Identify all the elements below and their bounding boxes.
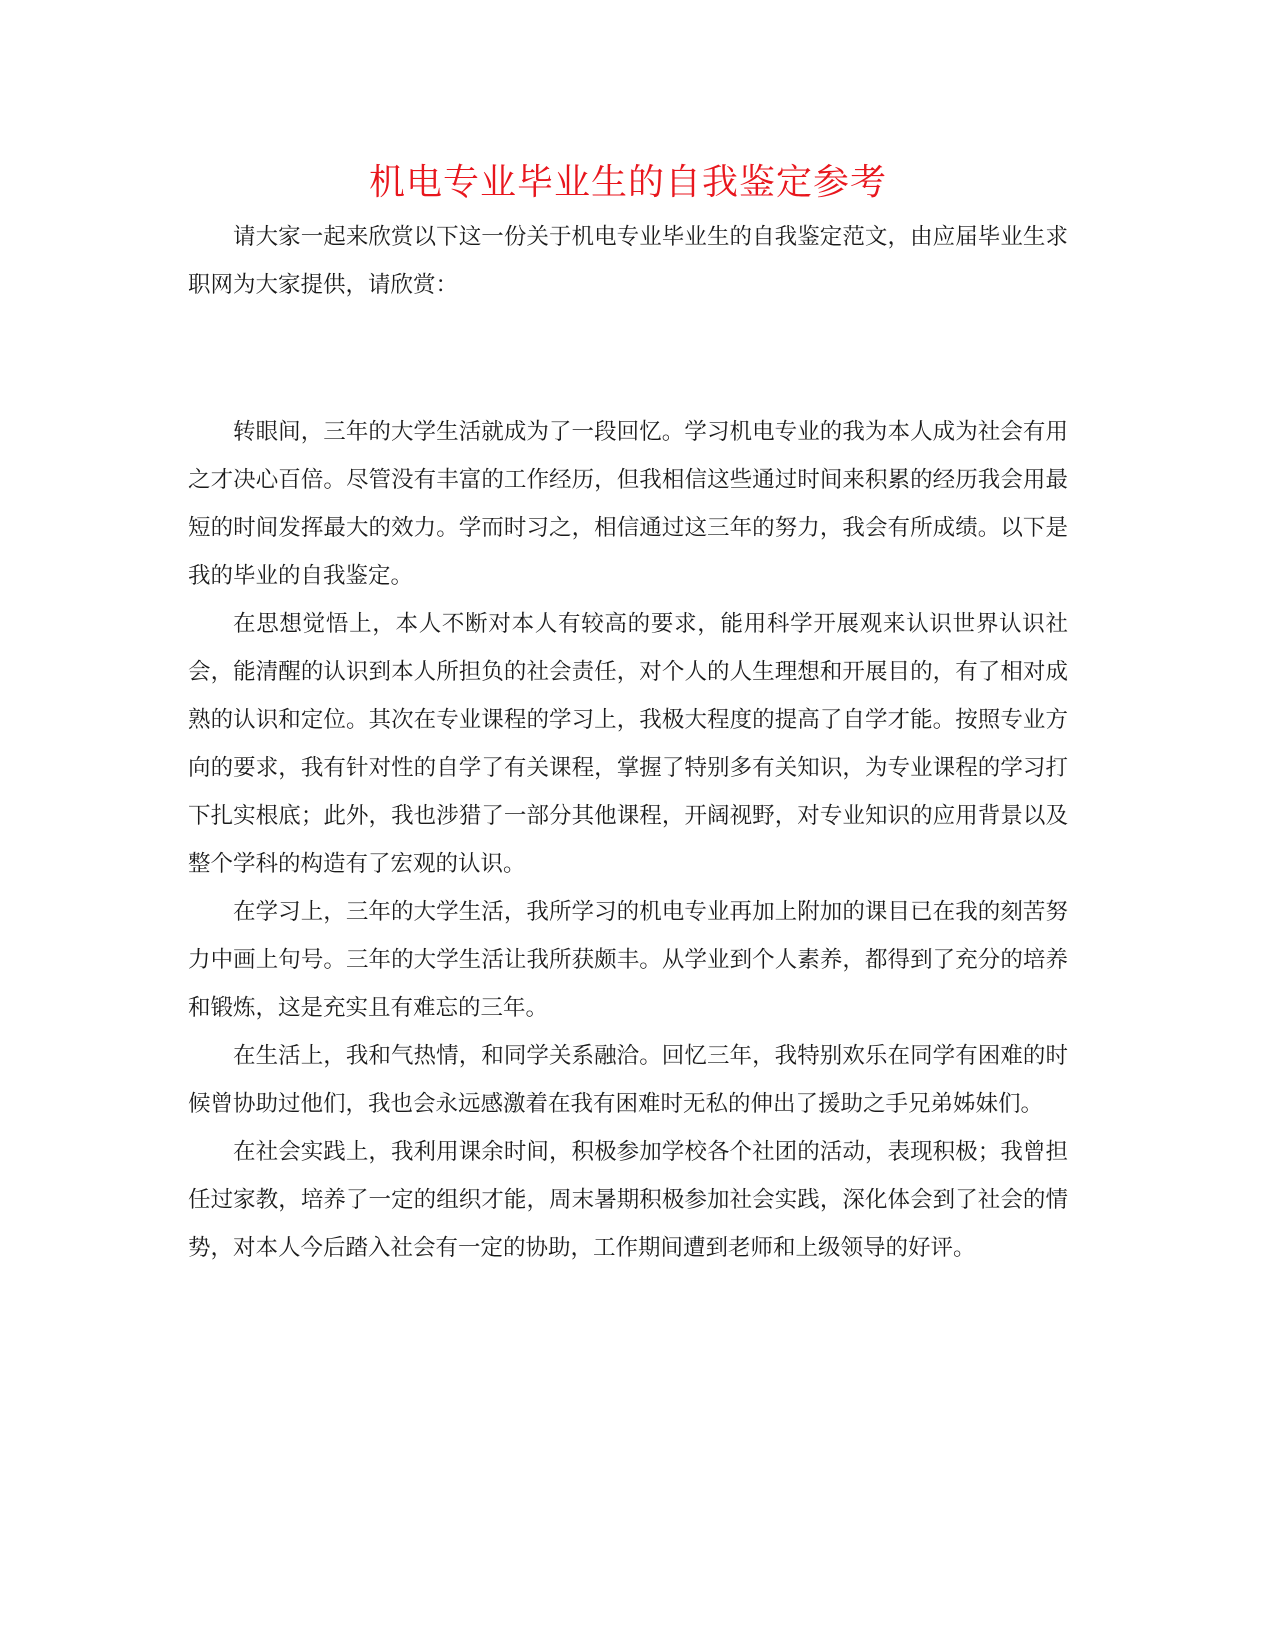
document-title: 机电专业毕业生的自我鉴定参考 bbox=[368, 162, 887, 203]
document-page bbox=[188, 155, 1068, 1272]
body-paragraph-2: 在思想觉悟上，本人不断对本人有较高的要求，能用科学开展观来认识世界认识社会，能清醒的认识到本人所担负的社会责任，对个人的人生理想和开展目的，有了相对成熟的认识和定位。其次在专业课程的学习上，我极大程度的提高了自学才能。按照专业方向的要求，我有针对性的自学了有关课程，掌握了特别多有关知识，为专业课程的学习打下扎实根底；此外，我也涉猎了一部分其他课程，开阔视野，对专业知识的应用背景以及整个学科的构造有了宏观的认识。 bbox=[188, 611, 1068, 877]
body-paragraph-1: 转眼间，三年的大学生活就成为了一段回忆。学习机电专业的我为本人成为社会有用之才决心百倍。尽管没有丰富的工作经历，但我相信这些通过时间来积累的经历我会用最短的时间发挥最大的效力。学而时习之，相信通过这三年的努力，我会有所成绩。以下是我的毕业的自我鉴定。 bbox=[188, 419, 1068, 589]
body-paragraph-5: 在社会实践上，我利用课余时间，积极参加学校各个社团的活动，表现积极；我曾担任过家教，培养了一定的组织才能，周末暑期积极参加社会实践，深化体会到了社会的情势，对本人今后踏入社会有一定的协助，工作期间遭到老师和上级领导的好评。 bbox=[188, 1139, 1068, 1261]
section-spacer bbox=[188, 309, 1068, 408]
intro-paragraph: 请大家一起来欣赏以下这一份关于机电专业毕业生的自我鉴定范文，由应届毕业生求职网为大家提供，请欣赏： bbox=[188, 224, 1068, 298]
body-paragraph-3: 在学习上，三年的大学生活，我所学习的机电专业再加上附加的课目已在我的刻苦努力中画上句号。三年的大学生活让我所获颇丰。从学业到个人素养，都得到了充分的培养和锻炼，这是充实且有难忘的三年。 bbox=[188, 899, 1068, 1021]
body-paragraph-4: 在生活上，我和气热情，和同学关系融洽。回忆三年，我特别欢乐在同学有困难的时候曾协助过他们，我也会永远感激着在我有困难时无私的伸出了援助之手兄弟姊妹们。 bbox=[188, 1043, 1068, 1117]
